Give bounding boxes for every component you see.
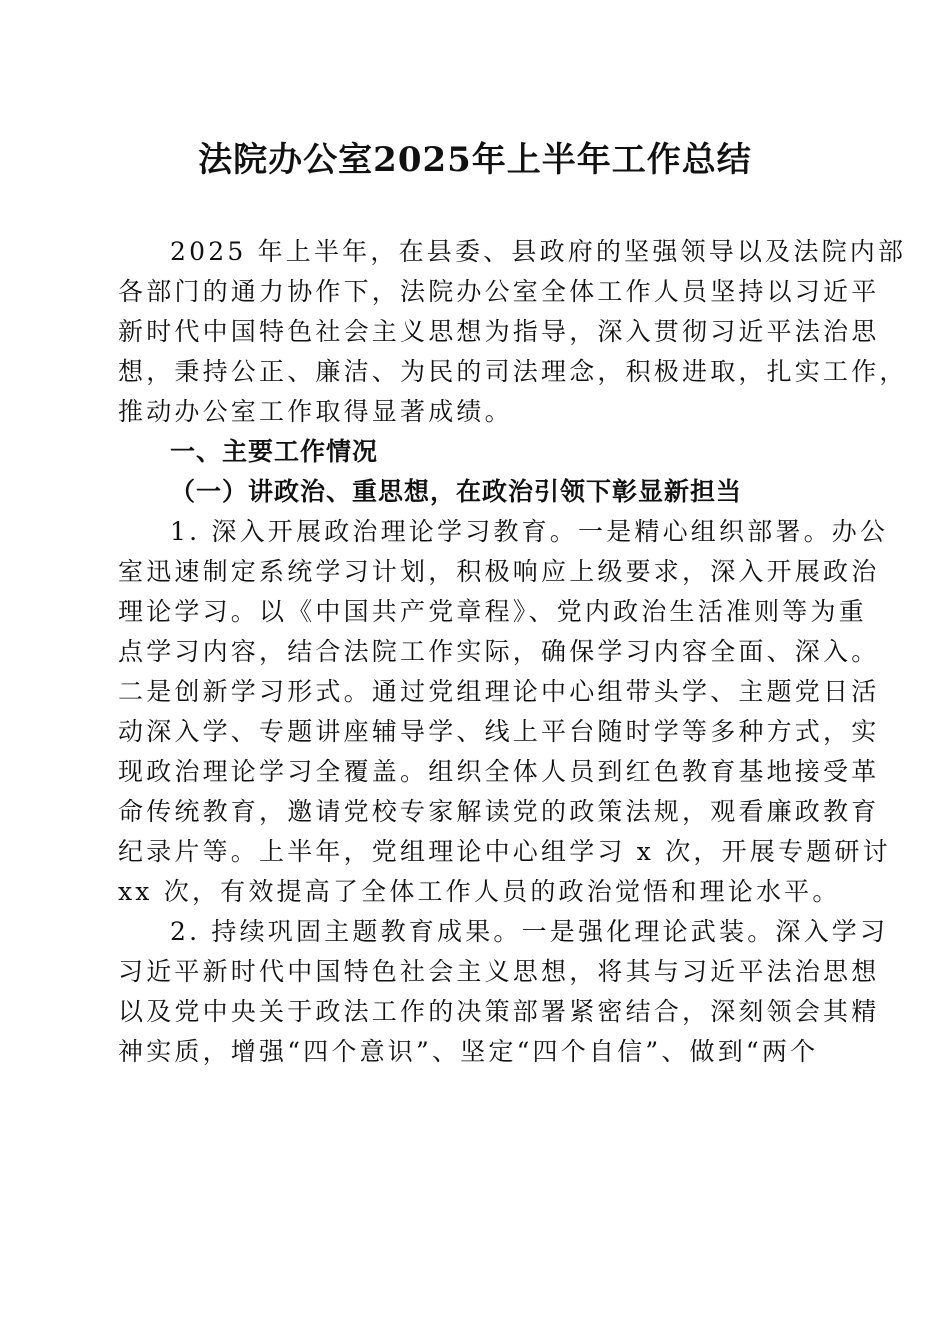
paragraph-line: 现政治理论学习全覆盖。组织全体人员到红色教育基地接受革 xyxy=(118,757,880,786)
paragraph-line: 室迅速制定系统学习计划，积极响应上级要求，深入开展政治 xyxy=(118,557,880,586)
document-body xyxy=(118,232,908,1072)
paragraph-line: 2025 年上半年，在县委、县政府的坚强领导以及法院内部 xyxy=(170,237,907,266)
paragraph-line: 想，秉持公正、廉洁、为民的司法理念，积极进取，扎实工作， xyxy=(118,357,908,386)
paragraph-line: 各部门的通力协作下，法院办公室全体工作人员坚持以习近平 xyxy=(118,277,880,306)
paragraph-line: 习近平新时代中国特色社会主义思想，将其与习近平法治思想 xyxy=(118,957,880,986)
section-heading: 一、主要工作情况 xyxy=(170,437,379,466)
paragraph-line: xx 次，有效提高了全体工作人员的政治觉悟和理论水平。 xyxy=(118,877,841,906)
paragraph-line: 理论学习。以《中国共产党章程》、党内政治生活准则等为重 xyxy=(118,597,867,626)
paragraph-line: 新时代中国特色社会主义思想为指导，深入贯彻习近平法治思 xyxy=(118,317,880,346)
paragraph-line: 神实质，增强“四个意识”、坚定“四个自信”、做到“两个 xyxy=(118,1037,819,1066)
paragraph-line: 推动办公室工作取得显著成绩。 xyxy=(118,397,513,426)
paragraph-line: 以及党中央关于政法工作的决策部署紧密结合，深刻领会其精 xyxy=(118,997,880,1026)
paragraph-line: 2. 持续巩固主题教育成果。一是强化理论武装。深入学习 xyxy=(170,917,889,946)
paragraph-line: 二是创新学习形式。通过党组理论中心组带头学、主题党日活 xyxy=(118,677,880,706)
paragraph-line: 纪录片等。上半年，党组理论中心组学习 x 次，开展专题研讨 xyxy=(118,837,891,866)
paragraph-line: 动深入学、专题讲座辅导学、线上平台随时学等多种方式，实 xyxy=(118,717,880,746)
paragraph-line: 命传统教育，邀请党校专家解读党的政策法规，观看廉政教育 xyxy=(118,797,880,826)
paragraph-line: 点学习内容，结合法院工作实际，确保学习内容全面、深入。 xyxy=(118,637,880,666)
document-title: 法院办公室2025年上半年工作总结 xyxy=(198,140,752,180)
subsection-heading: （一）讲政治、重思想，在政治引领下彰显新担当 xyxy=(170,477,743,506)
paragraph-line: 1. 深入开展政治理论学习教育。一是精心组织部署。办公 xyxy=(170,517,889,546)
